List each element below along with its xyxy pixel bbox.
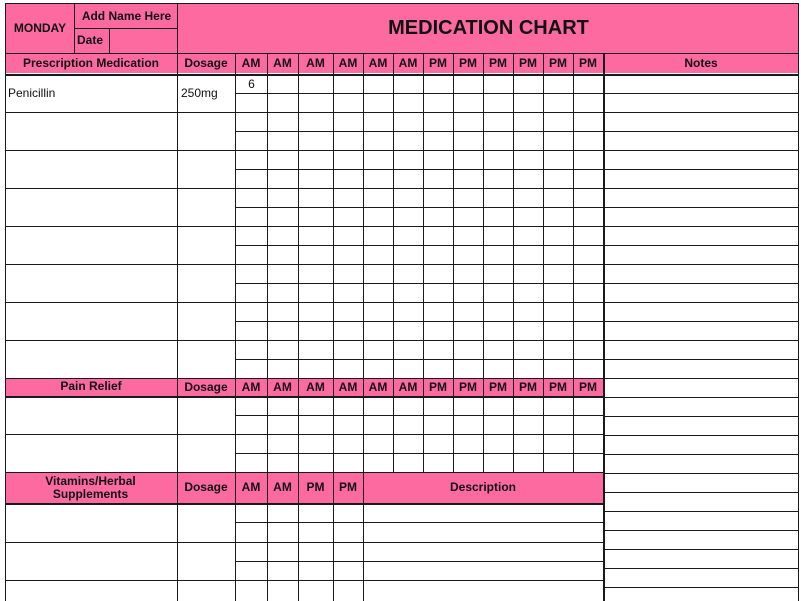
page-title: MEDICATION CHART xyxy=(388,16,589,39)
date-label: Date xyxy=(77,33,104,47)
prescription-time-label-2: AM xyxy=(273,56,292,70)
prescription-dosage-label: Dosage xyxy=(184,56,228,70)
pain-relief-time-label-11: PM xyxy=(549,380,567,394)
prescription-time-label-7: PM xyxy=(429,56,447,70)
prescription-time-label-4: AM xyxy=(338,56,358,70)
prescription-time-label-1: AM xyxy=(241,56,261,70)
vitamins-section-label: Vitamins/Herbal Supplements xyxy=(45,473,136,501)
pain-relief-time-label-8: PM xyxy=(459,380,477,394)
prescription-section-label: Prescription Medication xyxy=(22,55,160,70)
medication-dosage-cell[interactable]: 250mg xyxy=(181,85,218,100)
pain-relief-time-label-5: AM xyxy=(368,380,388,394)
prescription-time-label-6: AM xyxy=(398,56,418,70)
prescription-time-label-12: PM xyxy=(579,56,597,70)
pain-relief-time-label-7: PM xyxy=(429,380,447,394)
prescription-time-label-11: PM xyxy=(549,56,567,70)
pain-relief-time-label-10: PM xyxy=(519,380,537,394)
vitamins-description-label: Description xyxy=(449,480,516,494)
prescription-time-label-8: PM xyxy=(459,56,477,70)
vitamins-time-label-1: AM xyxy=(241,480,261,494)
prescription-time-label-10: PM xyxy=(519,56,537,70)
prescription-time-label-3: AM xyxy=(306,56,325,70)
notes-label: Notes xyxy=(684,56,718,70)
prescription-time-label-9: PM xyxy=(489,56,507,70)
date-field[interactable] xyxy=(110,30,177,51)
pain-relief-time-label-3: AM xyxy=(306,380,325,394)
medication-name-cell[interactable]: Penicillin xyxy=(8,85,56,100)
pain-relief-time-label-1: AM xyxy=(241,380,261,394)
vitamins-dosage-label: Dosage xyxy=(184,480,228,494)
pain-relief-section-label: Pain Relief xyxy=(60,379,122,393)
name-field[interactable]: Add Name Here xyxy=(81,8,172,23)
pain-relief-time-label-4: AM xyxy=(338,380,358,394)
first-dose-cell[interactable]: 6 xyxy=(248,76,255,91)
pain-relief-time-label-12: PM xyxy=(579,380,597,394)
pain-relief-dosage-label: Dosage xyxy=(184,380,228,394)
pain-relief-time-label-6: AM xyxy=(398,380,418,394)
prescription-time-label-5: AM xyxy=(368,56,388,70)
day-label: MONDAY xyxy=(13,20,67,35)
pain-relief-time-label-2: AM xyxy=(273,380,292,394)
vitamins-time-label-2: AM xyxy=(273,480,292,494)
vitamins-time-label-4: PM xyxy=(339,480,357,494)
pain-relief-time-label-9: PM xyxy=(489,380,507,394)
vitamins-time-label-3: PM xyxy=(306,480,325,494)
